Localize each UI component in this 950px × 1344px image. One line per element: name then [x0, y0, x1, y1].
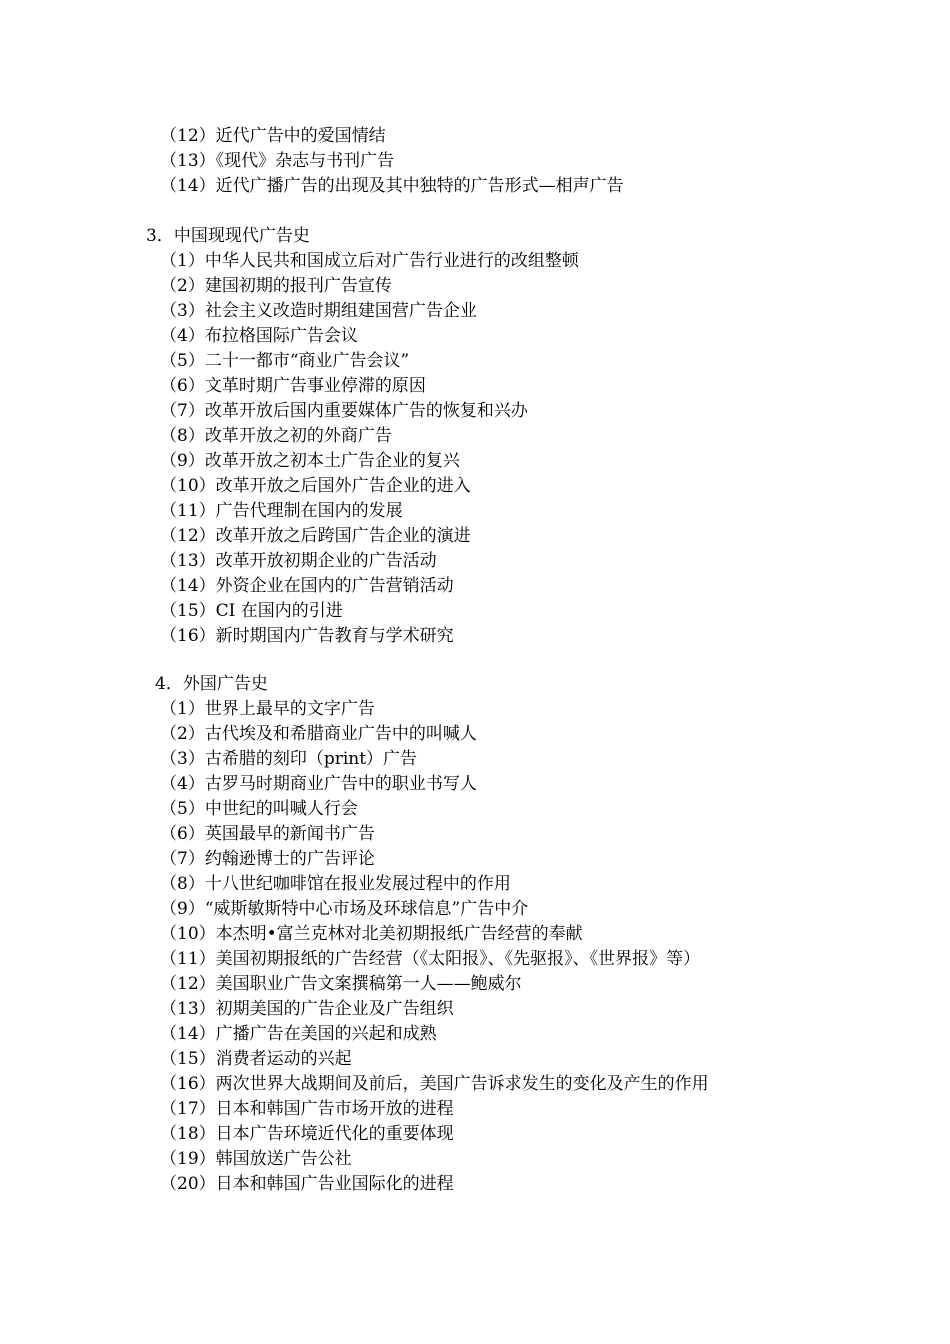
list-item: （18）日本广告环境近代化的重要体现 — [160, 1124, 454, 1144]
list-item: （16）两次世界大战期间及前后，美国广告诉求发生的变化及产生的作用 — [160, 1074, 709, 1094]
list-item: （12）美国职业广告文案撰稿第一人——鲍威尔 — [160, 974, 522, 994]
list-item: （14）广播广告在美国的兴起和成熟 — [160, 1024, 437, 1044]
list-item: （17）日本和韩国广告市场开放的进程 — [160, 1099, 454, 1119]
list-item: （1）世界上最早的文字广告 — [160, 699, 375, 719]
list-item: （12）近代广告中的爱国情结 — [160, 126, 386, 146]
list-item: （13）初期美国的广告企业及广告组织 — [160, 999, 454, 1019]
list-item: （15）消费者运动的兴起 — [160, 1049, 352, 1069]
list-item: （1）中华人民共和国成立后对广告行业进行的改组整顿 — [160, 251, 579, 271]
list-item: （13）《现代》杂志与书刊广告 — [160, 151, 395, 171]
list-item: （20）日本和韩国广告业国际化的进程 — [160, 1174, 454, 1194]
list-item: （5）二十一都市“商业广告会议” — [160, 351, 410, 371]
list-item: （6）英国最早的新闻书广告 — [160, 824, 375, 844]
list-item: （16）新时期国内广告教育与学术研究 — [160, 626, 454, 646]
list-item: （4）古罗马时期商业广告中的职业书写人 — [160, 774, 477, 794]
list-item: （14）近代广播广告的出现及其中独特的广告形式—相声广告 — [160, 176, 624, 196]
list-item: （13）改革开放初期企业的广告活动 — [160, 551, 437, 571]
list-item: （10）本杰明•富兰克林对北美初期报纸广告经营的奉献 — [160, 924, 583, 944]
list-item: （7）约翰逊博士的广告评论 — [160, 849, 375, 869]
list-item: （9）“威斯敏斯特中心市场及环球信息”广告中介 — [160, 899, 529, 919]
list-item: （8）十八世纪咖啡馆在报业发展过程中的作用 — [160, 874, 511, 894]
list-item: （12）改革开放之后跨国广告企业的演进 — [160, 526, 471, 546]
list-item: （2）古代埃及和希腊商业广告中的叫喊人 — [160, 724, 477, 744]
list-item: （4）布拉格国际广告会议 — [160, 326, 358, 346]
list-item: （6）文革时期广告事业停滞的原因 — [160, 376, 426, 396]
list-item: （8）改革开放之初的外商广告 — [160, 426, 392, 446]
list-item: （15）CI 在国内的引进 — [160, 601, 343, 621]
list-item: （11）广告代理制在国内的发展 — [160, 501, 403, 521]
list-item: （2）建国初期的报刊广告宣传 — [160, 276, 392, 296]
list-item: （10）改革开放之后国外广告企业的进入 — [160, 476, 471, 496]
list-item: （3）古希腊的刻印（print）广告 — [160, 749, 418, 769]
section-3-heading: 3．中国现现代广告史 — [146, 226, 310, 246]
list-item: （9）改革开放之初本土广告企业的复兴 — [160, 451, 460, 471]
list-item: （19）韩国放送广告公社 — [160, 1149, 352, 1169]
list-item: （11）美国初期报纸的广告经营（《太阳报》、《先驱报》、《世界报》等） — [160, 949, 701, 969]
list-item: （5）中世纪的叫喊人行会 — [160, 799, 358, 819]
list-item: （14）外资企业在国内的广告营销活动 — [160, 576, 454, 596]
section-4-heading: 4．外国广告史 — [155, 674, 268, 694]
list-item: （3）社会主义改造时期组建国营广告企业 — [160, 301, 477, 321]
list-item: （7）改革开放后国内重要媒体广告的恢复和兴办 — [160, 401, 528, 421]
